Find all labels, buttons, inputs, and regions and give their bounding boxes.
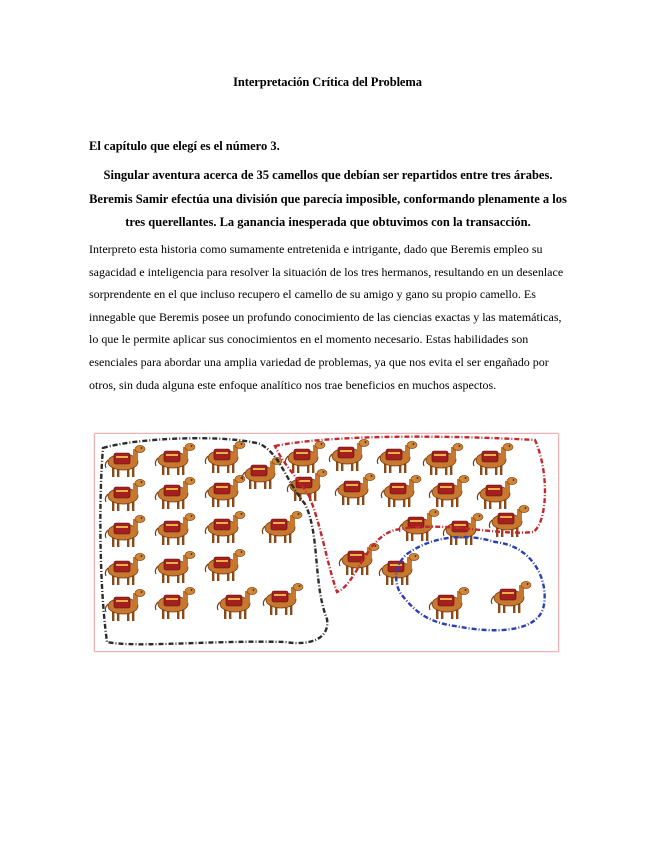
- camel-icon: [105, 515, 145, 547]
- camel-icon: [379, 553, 419, 585]
- camel-icon: [423, 443, 463, 475]
- chapter-subtitle: Singular aventura acerca de 35 camellos que debían ser repartidos entre tres árabes. Beremis Samir efectúa una división que parecía imposible, conformando plenamente a los tres querellantes. La ganancia inesperada que obtuvimos con la transacción.: [89, 168, 567, 229]
- camel-icon: [285, 441, 325, 473]
- camel-icon: [263, 583, 303, 615]
- camel-icon: [155, 513, 195, 545]
- camel-icon: [155, 587, 195, 619]
- camel-icon: [491, 581, 531, 613]
- camels-figure-canvas: [95, 434, 558, 651]
- camel-icon: [155, 551, 195, 583]
- camel-icon: [399, 509, 439, 541]
- camel-icon: [155, 443, 195, 475]
- camel-icon: [262, 511, 302, 543]
- camel-icon: [242, 457, 282, 489]
- camel-icon: [155, 477, 195, 509]
- camel-icon: [473, 443, 513, 475]
- document-title: Interpretación Crítica del Problema: [233, 75, 422, 89]
- camels-illustration: [95, 434, 558, 651]
- body-paragraph: Interpreto esta historia como sumamente entretenida e intrigante, dado que Beremis empleo su sagacidad e inteligencia para resolver la situación de los tres hermanos, resultando en un desenlace sorprendente en el que incluso recupero el camello de su amigo y gano su propio camello. Es innegable que Beremis posee un profundo conocimiento de las ciencias exactas y las matemáticas, lo que le permite aplicar sus conocimientos en el momento necesario. Estas habilidades son esenciales para abordar una amplia variedad de problemas, ya que nos evita el ser engañado por otros, sin duda alguna este enfoque analítico nos trae beneficios en muchos aspectos.: [89, 242, 564, 392]
- camel-icon: [205, 475, 245, 507]
- camel-icon: [105, 553, 145, 585]
- camel-icon: [105, 589, 145, 621]
- camel-icon: [205, 511, 245, 543]
- camel-icon: [329, 439, 369, 471]
- camel-icon: [477, 477, 517, 509]
- camel-icon: [217, 587, 257, 619]
- camel-icon: [205, 441, 245, 473]
- camel-icon: [105, 479, 145, 511]
- camel-icon: [429, 475, 469, 507]
- chapter-line: El capítulo que elegí es el número 3.: [89, 139, 280, 153]
- camel-icon: [381, 475, 421, 507]
- camel-icon: [429, 587, 469, 619]
- camel-icon: [105, 445, 145, 477]
- camel-icon: [377, 441, 417, 473]
- camel-icon: [335, 473, 375, 505]
- camel-icon: [205, 549, 245, 581]
- camel-icon: [339, 543, 379, 575]
